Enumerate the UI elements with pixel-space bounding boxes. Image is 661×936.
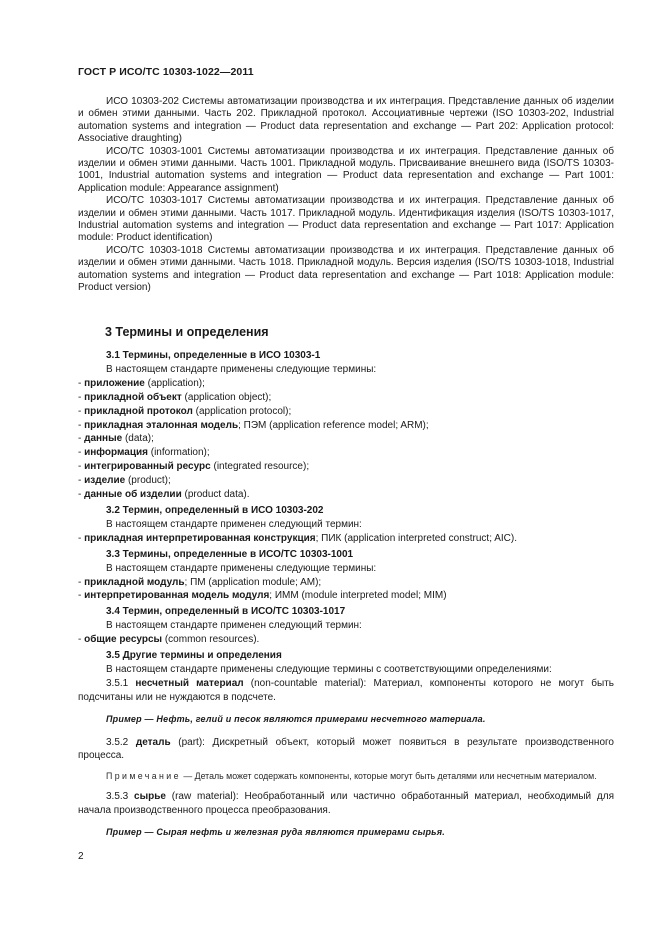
- term-name: приложение: [84, 377, 145, 389]
- section-title: 3 Термины и определения: [105, 325, 269, 339]
- term-item: - прикладная интерпретированная конструкция; ПИК (application interpreted construct; AIC).: [78, 532, 517, 544]
- subsection-heading: 3.5 Другие термины и определения: [106, 650, 282, 662]
- subsection-heading: 3.1 Термины, определенные в ИСО 10303-1: [106, 350, 321, 361]
- term-name: прикладной объект: [84, 391, 182, 403]
- reference-item: ИСО/ТС 10303-1017 Системы автоматизации производства и их интеграция. Представление данных об изделии и обмен этими данными. Часть 1017. Прикладной модуль. Идентификация изделия (ISO/TS 10303-1017, Industrial automation systems and integration — Product data representation and exchange — Part 1017: Application module: Product identification): [78, 195, 614, 244]
- section-body: [78, 347, 614, 849]
- reference-item: ИСО/ТС 10303-1001 Системы автоматизации производства и их интеграция. Представление данных об изделии и обмен этими данными. Часть 1001. Прикладной модуль. Присваивание внешнего вида (ISO/TS 10303-1001, Industrial automation systems and integration — Product data representation and exchange — Part 1001: Application module: Appearance assignment): [78, 145, 614, 194]
- term-name: информация: [84, 447, 148, 459]
- term-item: - данные (data);: [78, 433, 154, 445]
- term-rest: (application protocol);: [192, 405, 292, 417]
- term-name: прикладной протокол: [84, 405, 193, 417]
- term-name: данные: [84, 433, 123, 445]
- term-rest: (product data).: [181, 489, 250, 501]
- term-name: интерпретированная модель модуля: [84, 590, 270, 602]
- definition-item: [78, 736, 614, 764]
- term-rest: ; ПМ (application module; AM);: [184, 576, 322, 588]
- term-item: - приложение (application);: [78, 377, 205, 389]
- definition-term: сырье: [134, 791, 166, 803]
- note-body: — Деталь может содержать компоненты, которые могут быть деталями или несчетным материалом.: [180, 771, 597, 782]
- term-item: - прикладной объект (application object);: [78, 391, 272, 403]
- subsection-intro: В настоящем стандарте применен следующий термин:: [106, 518, 362, 530]
- reference-item: ИСО 10303-202 Системы автоматизации производства и их интеграция. Представление данных об изделии и обмен этими данными. Часть 202. Прикладной протокол. Ассоциативные чертежи (ISO 10303-202, Industrial automation systems and integration — Product data representation and exchange — Part 202: Application protocol: Associative draughting): [78, 96, 614, 145]
- definition-number: 3.5.2: [106, 736, 136, 748]
- term-item: - данные об изделии (product data).: [78, 489, 250, 501]
- subsection-intro: В настоящем стандарте применен следующий термин:: [106, 620, 362, 632]
- term-item: - интерпретированная модель модуля; ИММ (module interpreted model; MIM): [78, 590, 447, 602]
- subsection-heading: 3.4 Термин, определенный в ИСО/ТС 10303-1017: [106, 606, 346, 618]
- note-label: Примечание: [106, 771, 181, 782]
- term-item: - прикладной модуль; ПМ (application module; AM);: [78, 576, 322, 588]
- definition-item: [78, 677, 614, 705]
- definition-text: (raw material): Необработанный или частично обработанный материал, необходимый для начала производственного процесса преобразования.: [78, 791, 614, 817]
- term-name: прикладной модуль: [84, 576, 185, 588]
- term-rest: ; ИММ (module interpreted model; MIM): [269, 590, 447, 602]
- term-rest: (data);: [122, 433, 154, 445]
- definition-text: (part): Дискретный объект, который может появиться в результате производственного процесса.: [78, 736, 614, 762]
- term-item: - прикладной протокол (application protocol);: [78, 405, 292, 417]
- document-header: ГОСТ Р ИСО/ТС 10303-1022—2011: [78, 66, 254, 78]
- term-rest: ; ПИК (application interpreted construct; AIC).: [315, 532, 517, 544]
- definition-term: деталь: [135, 736, 171, 748]
- term-rest: (application object);: [181, 391, 272, 403]
- term-name: прикладная интерпретированная конструкция: [84, 532, 316, 544]
- definition-text: (non-countable material): Материал, компоненты которого не могут быть подсчитаны или не нуждаются в подсчете.: [78, 677, 614, 703]
- term-item: - информация (information);: [78, 447, 210, 459]
- subsection-intro: В настоящем стандарте применены следующие термины:: [106, 562, 377, 574]
- subsection-heading: 3.3 Термины, определенные в ИСО/ТС 10303-1001: [106, 548, 354, 560]
- term-name: прикладная эталонная модель: [84, 419, 239, 431]
- subsection-intro: В настоящем стандарте применены следующие термины с соответствующими определениями:: [106, 663, 552, 675]
- subsection-heading: 3.2 Термин, определенный в ИСО 10303-202: [106, 504, 324, 516]
- term-rest: (common resources).: [162, 634, 260, 646]
- term-name: общие ресурсы: [84, 634, 163, 646]
- term-rest: (product);: [125, 475, 171, 487]
- example-text: Пример — Нефть, гелий и песок являются примерами несчетного материала.: [106, 713, 486, 724]
- term-rest: (integrated resource);: [210, 461, 310, 473]
- definition-item: [78, 790, 614, 818]
- term-name: интегрированный ресурс: [84, 461, 211, 473]
- term-rest: (information);: [147, 447, 210, 459]
- term-item: - изделие (product);: [78, 475, 171, 487]
- note-text: [78, 770, 614, 782]
- definition-term: несчетный материал: [135, 677, 244, 689]
- subsection-intro: В настоящем стандарте применены следующие термины:: [106, 363, 377, 375]
- definition-number: 3.5.3: [106, 791, 135, 803]
- term-name: данные об изделии: [84, 489, 182, 501]
- term-item: - общие ресурсы (common resources).: [78, 634, 260, 646]
- page-number: 2: [78, 851, 84, 862]
- term-item: - интегрированный ресурс (integrated resource);: [78, 461, 310, 473]
- reference-item: ИСО/ТС 10303-1018 Системы автоматизации производства и их интеграция. Представление данных об изделии и обмен этими данными. Часть 1018. Прикладной модуль. Версия изделия (ISO/TS 10303-1018, Industrial automation systems and integration — Product data representation and exchange — Part 1018: Application module: Product version): [78, 244, 614, 294]
- term-rest: (application);: [144, 377, 205, 389]
- term-rest: ; ПЭМ (application reference model; ARM);: [238, 419, 429, 431]
- term-item: - прикладная эталонная модель; ПЭМ (application reference model; ARM);: [78, 419, 429, 431]
- term-name: изделие: [84, 475, 126, 487]
- example-text: Пример — Сырая нефть и железная руда являются примерами сырья.: [106, 827, 445, 838]
- normative-references: [78, 96, 614, 295]
- definition-number: 3.5.1: [106, 677, 136, 689]
